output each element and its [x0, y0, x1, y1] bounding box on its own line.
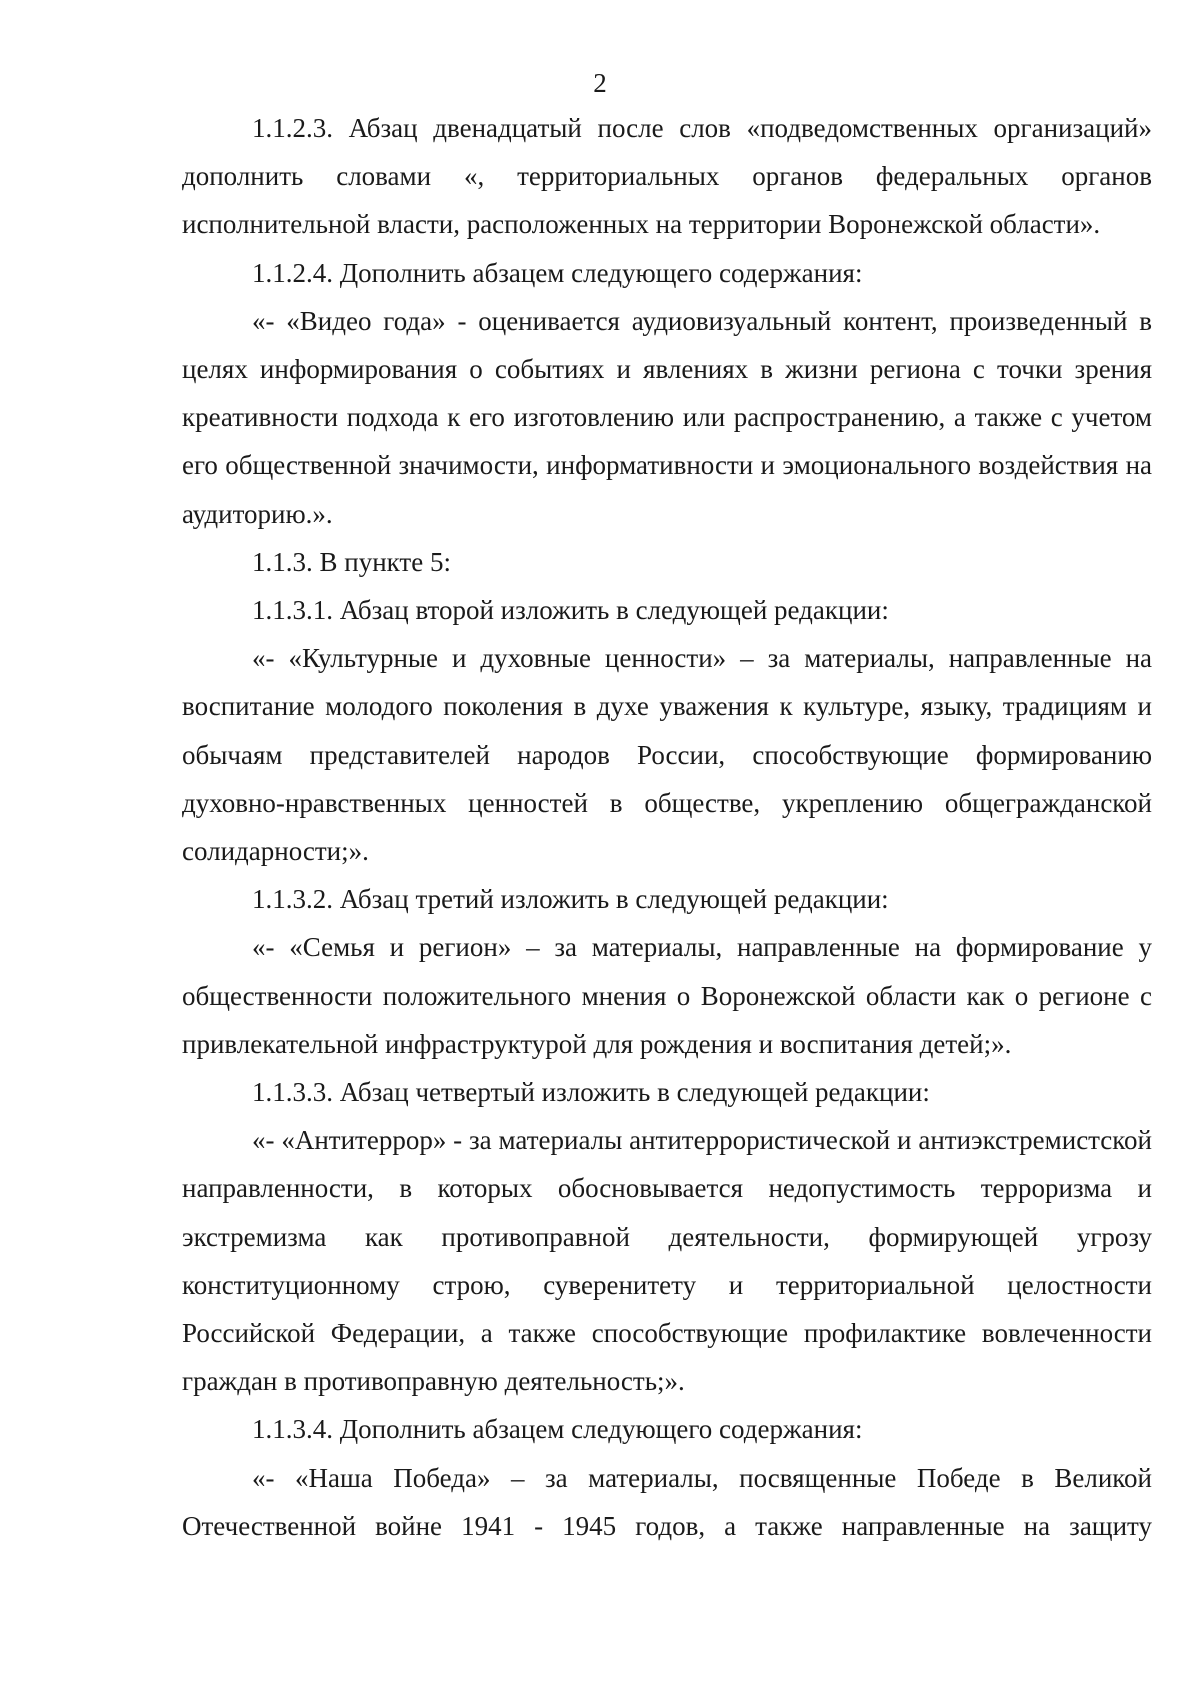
paragraph-nasha-pobeda: «- «Наша Победа» – за материалы, посвященные Победе в Великой Отечественной войне 1941 - 1945 годов, а также направленные на защиту — [182, 1462, 1152, 1541]
paragraph-video-goda: «- «Видео года» - оценивается аудиовизуальный контент, произведенный в целях информирования о событиях и явлениях в жизни региона с точки зрения креативности подхода к его изготовлению или распространению, а также с учетом его общественной значимости, информативности и эмоционального воздействия на аудиторию.». — [182, 305, 1152, 529]
paragraph-antiterror: «- «Антитеррор» - за материалы антитеррористической и антиэкстремистской направленности, в которых обосновывается недопустимость терроризма и экстремизма как противоправной деятельности, формирующей угрозу конституционному строю, суверенитету и территориальной целостности Российской Федерации, а также способствующие профилактике вовлеченности граждан в противоправную деятельность;». — [182, 1125, 1152, 1397]
paragraph-1-1-3-2: 1.1.3.2. Абзац третий изложить в следующей редакции: — [252, 884, 889, 915]
paragraph-kulturnye-cennosti: «- «Культурные и духовные ценности» – за материалы, направленные на воспитание молодого поколения в духе уважения к культуре, языку, традициям и обычаям представителей народов России, способствующие формированию духовно-нравственных ценностей в обществе, укреплению общегражданской солидарности;». — [182, 643, 1152, 867]
paragraph-1-1-3-1: 1.1.3.1. Абзац второй изложить в следующей редакции: — [252, 595, 889, 626]
paragraph-1-1-3: 1.1.3. В пункте 5: — [252, 546, 451, 577]
document-body — [182, 104, 1152, 1550]
paragraph-1-1-2-4: 1.1.2.4. Дополнить абзацем следующего содержания: — [252, 257, 863, 288]
page-number: 2 — [593, 68, 607, 98]
paragraph-1-1-3-4: 1.1.3.4. Дополнить абзацем следующего содержания: — [252, 1414, 863, 1445]
paragraph-1-1-3-3: 1.1.3.3. Абзац четвертый изложить в следующей редакции: — [252, 1077, 930, 1108]
paragraph-1-1-2-3: 1.1.2.3. Абзац двенадцатый после слов «подведомственных организаций» дополнить словами «, территориальных органов федеральных органов исполнительной власти, расположенных на территории Воронежской области». — [182, 113, 1152, 240]
paragraph-semya-i-region: «- «Семья и регион» – за материалы, направленные на формирование у общественности положительного мнения о Воронежской области как о регионе с привлекательной инфраструктурой для рождения и воспитания детей;». — [182, 932, 1152, 1059]
